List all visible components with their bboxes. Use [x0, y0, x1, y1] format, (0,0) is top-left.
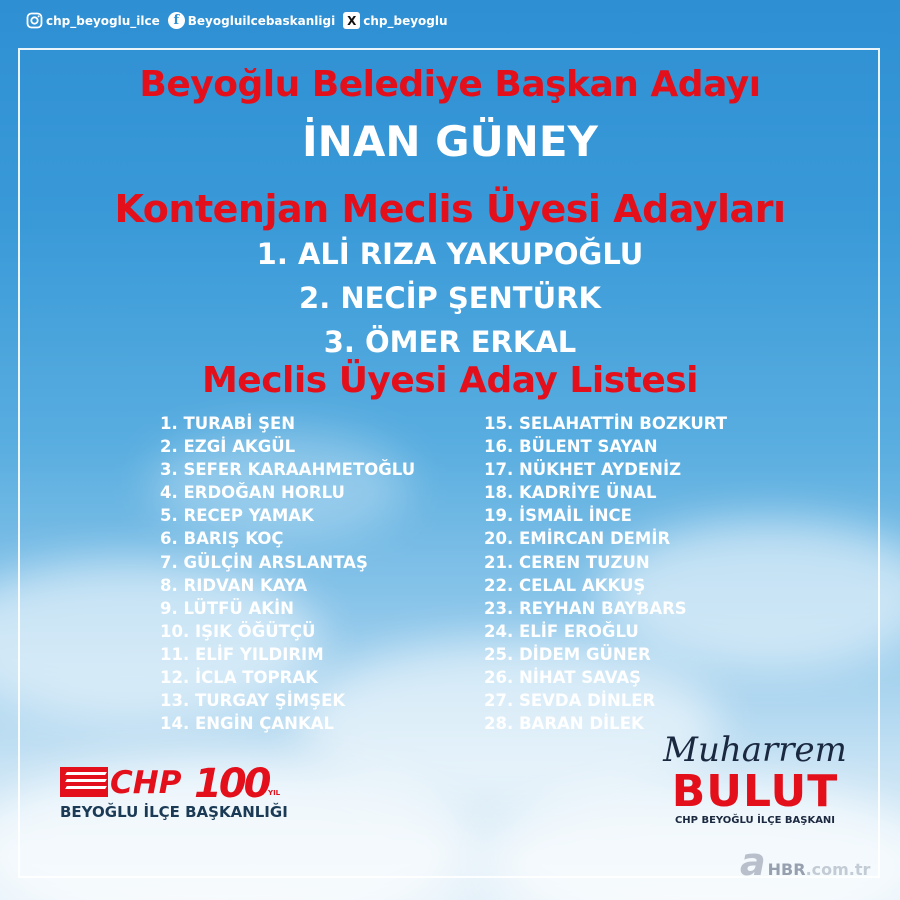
- council-list-right: [484, 412, 727, 735]
- facebook-handle[interactable]: [168, 12, 335, 29]
- council-candidate: 8. RIDVAN KAYA: [160, 575, 308, 595]
- watermark-a-logo: a: [740, 840, 766, 884]
- council-candidate: 28. BARAN DİLEK: [484, 714, 644, 734]
- council-candidate: 24. ELİF EROĞLU: [484, 621, 639, 641]
- instagram-handle-text: chp_beyoglu_ilce: [46, 13, 160, 28]
- council-candidate: 2. EZGİ AKGÜL: [160, 437, 296, 457]
- quota-candidate: 1. ALİ RIZA YAKUPOĞLU: [256, 237, 644, 271]
- x-handle[interactable]: [343, 12, 447, 29]
- council-candidate: 3. SEFER KARAAHMETOĞLU: [160, 460, 416, 480]
- watermark-domain: .com.tr: [805, 860, 871, 879]
- council-candidate: 17. NÜKHET AYDENİZ: [484, 460, 682, 480]
- chair-signature: [640, 730, 870, 826]
- centennial-yil: YIL: [268, 789, 281, 797]
- council-candidate: 25. DİDEM GÜNER: [484, 644, 651, 664]
- council-candidate: 21. CEREN TUZUN: [484, 552, 650, 572]
- instagram-icon: [26, 12, 43, 29]
- facebook-handle-text: Beyogluilcebaskanligi: [187, 13, 336, 28]
- council-candidate: 10. IŞIK ÖĞÜTÇÜ: [160, 621, 316, 641]
- council-candidate: 14. ENGİN ÇANKAL: [160, 714, 335, 734]
- council-candidate: 16. BÜLENT SAYAN: [484, 437, 658, 457]
- council-candidate: 23. REYHAN BAYBARS: [484, 598, 687, 618]
- council-candidate: 15. SELAHATTİN BOZKURT: [484, 414, 727, 433]
- chair-first-name: Muharrem: [663, 730, 847, 770]
- chp-logo: [60, 761, 310, 825]
- quota-candidate: 2. NECİP ŞENTÜRK: [299, 281, 601, 315]
- council-candidate: 20. EMİRCAN DEMİR: [484, 529, 671, 549]
- instagram-handle[interactable]: [26, 12, 160, 29]
- quota-candidate-list: [0, 232, 900, 364]
- facebook-icon: f: [168, 12, 185, 29]
- hbr-watermark: [740, 840, 870, 884]
- council-list-heading: Meclis Üyesi Aday Listesi: [201, 360, 699, 401]
- quota-candidate: 3. ÖMER ERKAL: [323, 325, 577, 359]
- council-candidate: 1. TURABİ ŞEN: [160, 414, 296, 433]
- council-candidate: 22. CELAL AKKUŞ: [484, 575, 646, 595]
- council-candidate: 18. KADRİYE ÜNAL: [484, 483, 657, 503]
- council-candidate: 4. ERDOĞAN HORLU: [160, 483, 345, 503]
- six-arrows-icon: [60, 767, 108, 797]
- social-handles: [26, 12, 452, 29]
- council-list-left: [160, 412, 415, 735]
- x-handle-text: chp_beyoglu: [363, 13, 448, 28]
- watermark-brand: HBR: [767, 860, 806, 879]
- centennial-mark: 100: [194, 761, 269, 807]
- chp-wordmark: CHP: [110, 765, 182, 801]
- council-candidate: 6. BARIŞ KOÇ: [160, 529, 284, 549]
- council-candidate: 13. TURGAY ŞİMŞEK: [160, 691, 346, 711]
- council-candidate: 12. İCLA TOPRAK: [160, 668, 318, 688]
- quota-candidates-heading: Kontenjan Meclis Üyesi Adayları: [114, 187, 786, 231]
- chair-last-name: BULUT: [671, 766, 839, 817]
- chair-title: CHP BEYOĞLU İLÇE BAŞKANI: [674, 815, 836, 826]
- x-icon: X: [343, 12, 360, 29]
- mayor-candidate-subtitle: Beyoğlu Belediye Başkan Adayı: [139, 64, 761, 105]
- council-candidate: 19. İSMAİL İNCE: [484, 506, 632, 526]
- council-candidate: 9. LÜTFÜ AKİN: [160, 598, 294, 618]
- council-candidate: 5. RECEP YAMAK: [160, 506, 314, 526]
- council-candidate: 27. SEVDA DİNLER: [484, 691, 656, 711]
- council-candidate: 11. ELİF YILDIRIM: [160, 644, 324, 664]
- mayor-candidate-name: İNAN GÜNEY: [302, 117, 598, 166]
- branch-name: BEYOĞLU İLÇE BAŞKANLIĞI: [60, 803, 288, 821]
- council-candidate: 26. NİHAT SAVAŞ: [484, 668, 642, 688]
- council-candidate: 7. GÜLÇİN ARSLANTAŞ: [160, 552, 368, 572]
